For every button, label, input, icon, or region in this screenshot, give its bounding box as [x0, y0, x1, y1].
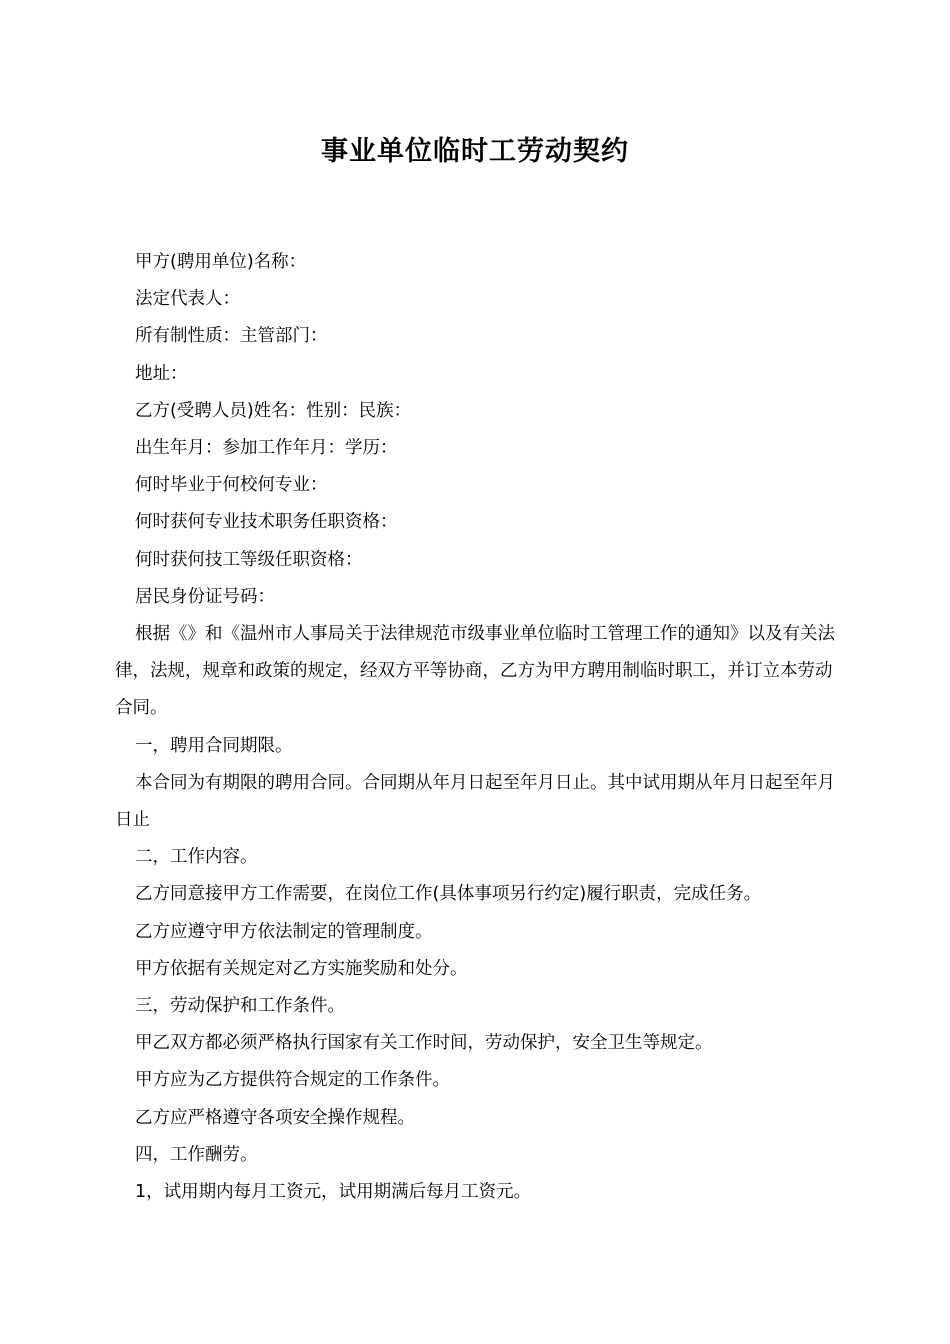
section-heading-pay: 四，工作酬劳。 — [135, 1144, 258, 1165]
paragraph-work-2: 乙方应遵守甲方依法制定的管理制度。 — [135, 921, 433, 942]
paragraph-id-number: 居民身份证号码： — [135, 586, 275, 607]
paragraph-skill-level: 何时获何技工等级任职资格： — [135, 549, 363, 570]
paragraph-birth-education: 出生年月：参加工作年月：学历： — [135, 438, 398, 459]
paragraph-preamble: 根据《》和《温州市人事局关于法律规范市级事业单位临时工管理工作的通知》以及有关法律，法规，规章和政策的规定，经双方平等协商，乙方为甲方聘用制临时职工，并订立本劳动合同。 — [115, 624, 835, 719]
paragraph-protection-3: 乙方应严格遵守各项安全操作规程。 — [135, 1107, 415, 1128]
section-heading-work: 二，工作内容。 — [135, 847, 258, 868]
paragraph-employer-name: 甲方(聘用单位)名称： — [135, 252, 307, 272]
paragraph-employee-name: 乙方(受聘人员)姓名：性别：民族： — [135, 400, 412, 421]
paragraph-address: 地址： — [135, 363, 188, 384]
document-body — [115, 244, 837, 1211]
paragraph-work-1: 乙方同意接甲方工作需要，在岗位工作(具体事项另行约定)履行职责，完成任务。 — [135, 884, 762, 905]
paragraph-term: 本合同为有期限的聘用合同。合同期从年月日起至年月日止。其中试用期从年月日起至年月日止 — [115, 772, 835, 831]
paragraph-professional-title: 何时获何专业技术职务任职资格： — [135, 512, 398, 533]
section-heading-protection: 三，劳动保护和工作条件。 — [135, 996, 345, 1017]
document-title: 事业单位临时工劳动契约 — [321, 136, 629, 167]
section-heading-term: 一，聘用合同期限。 — [135, 735, 293, 756]
paragraph-ownership: 所有制性质：主管部门： — [135, 326, 328, 347]
paragraph-legal-rep: 法定代表人： — [135, 289, 240, 310]
paragraph-graduation: 何时毕业于何校何专业： — [135, 475, 328, 496]
paragraph-pay-1: 1，试用期内每月工资元，试用期满后每月工资元。 — [135, 1182, 532, 1203]
paragraph-protection-1: 甲乙双方都必须严格执行国家有关工作时间，劳动保护，安全卫生等规定。 — [135, 1033, 713, 1054]
paragraph-work-3: 甲方依据有关规定对乙方实施奖励和处分。 — [135, 958, 468, 979]
paragraph-protection-2: 甲方应为乙方提供符合规定的工作条件。 — [135, 1070, 450, 1091]
